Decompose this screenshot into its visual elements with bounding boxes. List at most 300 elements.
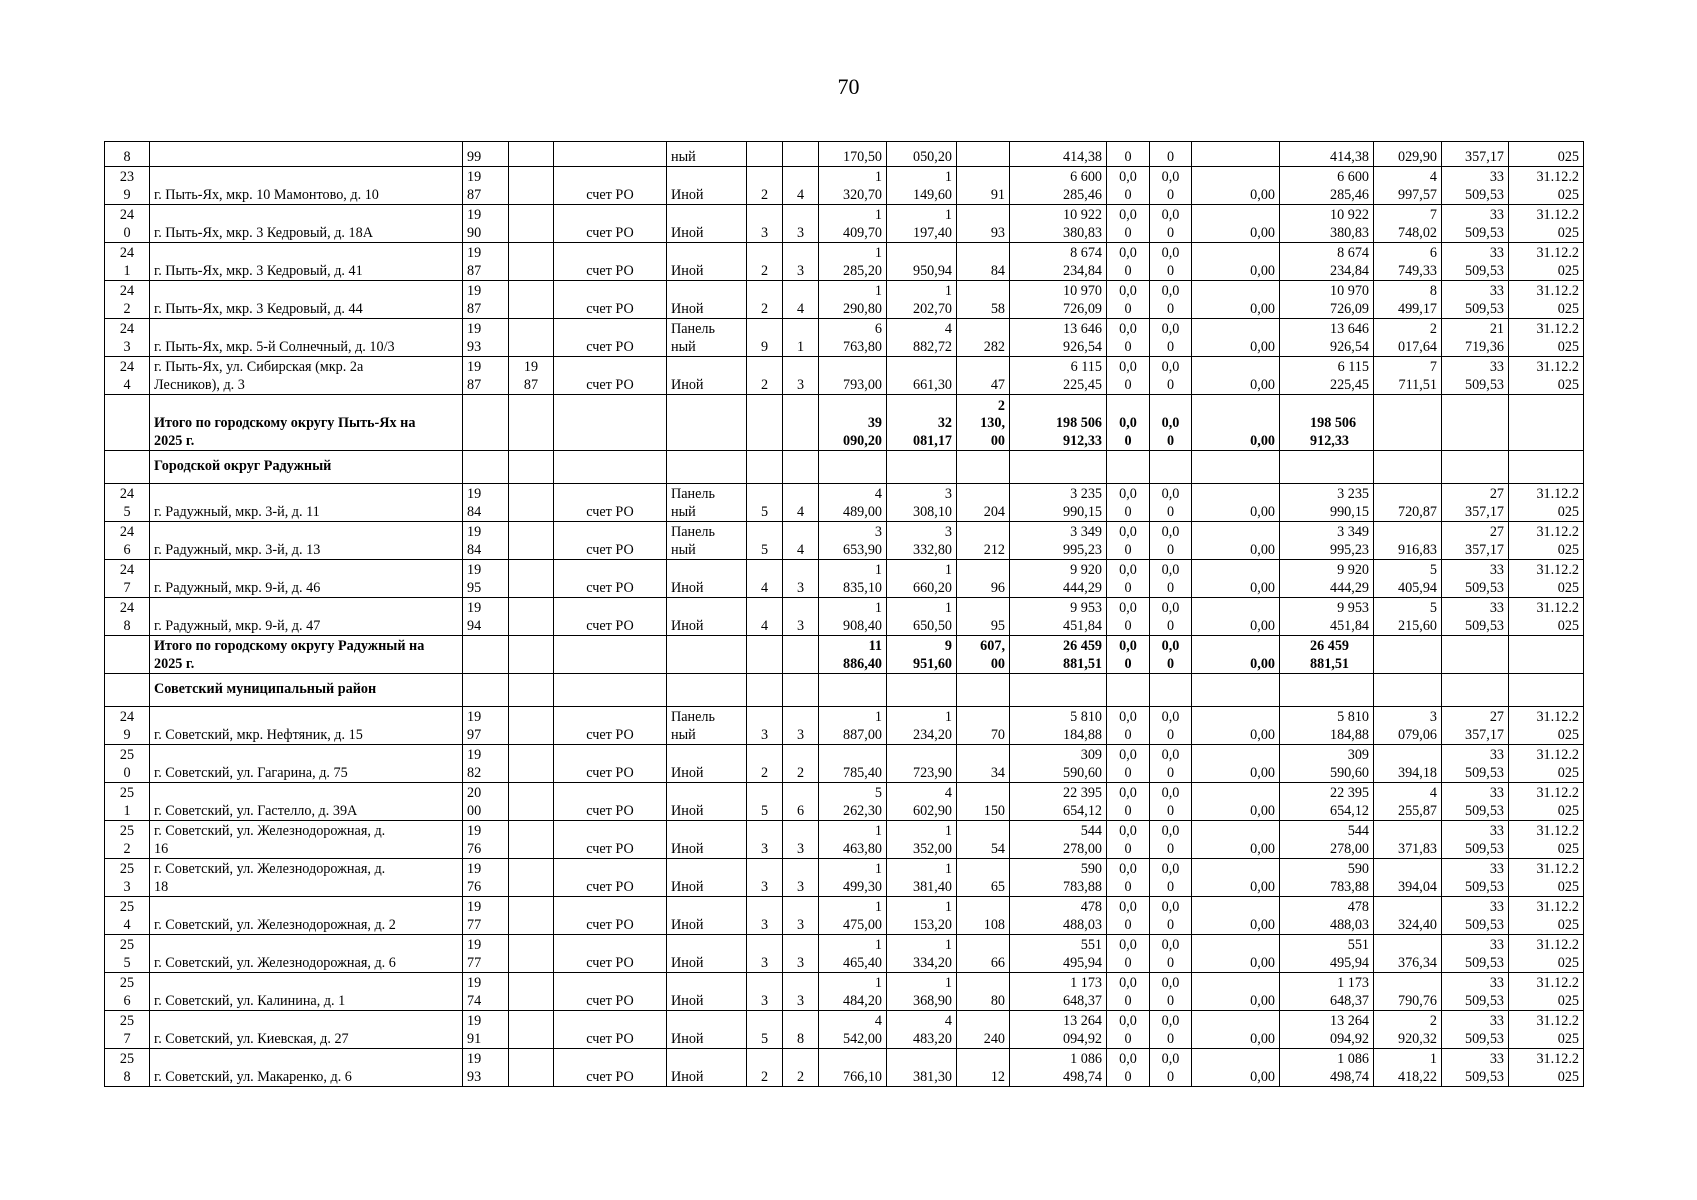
wall-material-cell: Иной: [667, 1011, 747, 1049]
deadline-cell: 31.12.2 025: [1509, 783, 1584, 821]
fund-owners-cell: 590 783,88: [1280, 859, 1374, 897]
table-row: [105, 205, 1584, 243]
fund-method-cell: счет РО: [554, 598, 667, 636]
year-cell: 20 00: [463, 783, 509, 821]
entrances-cell: 3: [783, 973, 819, 1011]
entrances-cell: 3: [783, 859, 819, 897]
wall-material-cell: Панель ный: [667, 484, 747, 522]
year-cell: [463, 636, 509, 674]
address-cell: г. Пыть-Ях, мкр. 3 Кедровый, д. 44: [150, 281, 463, 319]
table-row: [105, 243, 1584, 281]
fund-local-cell: 0,00: [1192, 973, 1280, 1011]
year-cell: 99: [463, 142, 509, 167]
max-unit-cost-cell: 33 509,53: [1442, 783, 1509, 821]
fund-owners-cell: 414,38: [1280, 142, 1374, 167]
fund-local-cell: 0,00: [1192, 636, 1280, 674]
cost-total-cell: [1010, 451, 1107, 484]
area-living-cell: 3 332,80: [887, 522, 957, 560]
wall-material-cell: Панель ный: [667, 707, 747, 745]
fund-regional-cell: 0,0 0: [1150, 859, 1192, 897]
row-number: 25 1: [105, 783, 150, 821]
row-number: 24 6: [105, 522, 150, 560]
wall-material-cell: Иной: [667, 243, 747, 281]
cost-total-cell: 3 349 995,23: [1010, 522, 1107, 560]
table-row: [105, 1011, 1584, 1049]
fund-federal-cell: 0,0 0: [1107, 484, 1150, 522]
residents-cell: 95: [957, 598, 1010, 636]
fund-federal-cell: 0,0 0: [1107, 935, 1150, 973]
row-number: 8: [105, 142, 150, 167]
fund-method-cell: [554, 674, 667, 707]
fund-local-cell: [1192, 674, 1280, 707]
year-alt-cell: [509, 1049, 554, 1087]
area-total-cell: 1 465,40: [819, 935, 887, 973]
floors-cell: 3: [747, 935, 783, 973]
area-living-cell: 3 308,10: [887, 484, 957, 522]
fund-method-cell: счет РО: [554, 522, 667, 560]
entrances-cell: [783, 636, 819, 674]
fund-regional-cell: 0,0 0: [1150, 319, 1192, 357]
year-cell: 19 94: [463, 598, 509, 636]
address-cell: г. Радужный, мкр. 3-й, д. 13: [150, 522, 463, 560]
fund-federal-cell: 0,0 0: [1107, 707, 1150, 745]
residents-cell: 2 130, 00: [957, 395, 1010, 451]
wall-material-cell: Иной: [667, 821, 747, 859]
deadline-cell: [1509, 395, 1584, 451]
fund-owners-cell: 198 506 912,33: [1280, 395, 1374, 451]
wall-material-cell: Иной: [667, 560, 747, 598]
fund-federal-cell: 0,0 0: [1107, 821, 1150, 859]
fund-method-cell: счет РО: [554, 745, 667, 783]
year-cell: 19 95: [463, 560, 509, 598]
wall-material-cell: Иной: [667, 598, 747, 636]
deadline-cell: 025: [1509, 142, 1584, 167]
unit-cost-cell: 376,34: [1374, 935, 1442, 973]
fund-local-cell: 0,00: [1192, 357, 1280, 395]
wall-material-cell: ный: [667, 142, 747, 167]
unit-cost-cell: [1374, 395, 1442, 451]
unit-cost-cell: 7 748,02: [1374, 205, 1442, 243]
area-total-cell: 793,00: [819, 357, 887, 395]
row-number: 25 3: [105, 859, 150, 897]
deadline-cell: 31.12.2 025: [1509, 897, 1584, 935]
fund-regional-cell: 0,0 0: [1150, 357, 1192, 395]
max-unit-cost-cell: 21 719,36: [1442, 319, 1509, 357]
subtotal-label: Итого по городскому округу Радужный на 2025 г.: [150, 636, 463, 674]
fund-federal-cell: 0,0 0: [1107, 1011, 1150, 1049]
address-cell: г. Советский, ул. Гагарина, д. 75: [150, 745, 463, 783]
cost-total-cell: 8 674 234,84: [1010, 243, 1107, 281]
deadline-cell: 31.12.2 025: [1509, 243, 1584, 281]
table-row: [105, 821, 1584, 859]
address-cell: г. Советский, ул. Железнодорожная, д. 2: [150, 897, 463, 935]
fund-method-cell: счет РО: [554, 243, 667, 281]
cost-total-cell: 26 459 881,51: [1010, 636, 1107, 674]
table-row: [105, 598, 1584, 636]
fund-federal-cell: 0,0 0: [1107, 783, 1150, 821]
fund-regional-cell: 0,0 0: [1150, 484, 1192, 522]
wall-material-cell: Иной: [667, 973, 747, 1011]
cost-total-cell: 6 600 285,46: [1010, 167, 1107, 205]
fund-regional-cell: 0,0 0: [1150, 205, 1192, 243]
residents-cell: 80: [957, 973, 1010, 1011]
floors-cell: 3: [747, 897, 783, 935]
deadline-cell: [1509, 674, 1584, 707]
floors-cell: 2: [747, 357, 783, 395]
year-alt-cell: [509, 1011, 554, 1049]
area-total-cell: 170,50: [819, 142, 887, 167]
wall-material-cell: [667, 395, 747, 451]
area-living-cell: 4 602,90: [887, 783, 957, 821]
area-living-cell: 1 149,60: [887, 167, 957, 205]
residents-cell: 212: [957, 522, 1010, 560]
fund-regional-cell: 0,0 0: [1150, 1049, 1192, 1087]
table-body: [105, 142, 1584, 1087]
entrances-cell: [783, 395, 819, 451]
row-number: 24 1: [105, 243, 150, 281]
section-title: Городской округ Радужный: [150, 451, 463, 484]
area-total-cell: 4 489,00: [819, 484, 887, 522]
year-alt-cell: [509, 451, 554, 484]
fund-federal-cell: 0,0 0: [1107, 205, 1150, 243]
year-cell: [463, 395, 509, 451]
cost-total-cell: 590 783,88: [1010, 859, 1107, 897]
cost-total-cell: 414,38: [1010, 142, 1107, 167]
table-row: [105, 707, 1584, 745]
area-total-cell: 1 463,80: [819, 821, 887, 859]
year-alt-cell: [509, 395, 554, 451]
fund-owners-cell: 5 810 184,88: [1280, 707, 1374, 745]
fund-owners-cell: [1280, 674, 1374, 707]
residents-cell: 93: [957, 205, 1010, 243]
wall-material-cell: Иной: [667, 859, 747, 897]
residents-cell: 12: [957, 1049, 1010, 1087]
fund-method-cell: счет РО: [554, 1011, 667, 1049]
unit-cost-cell: 2 920,32: [1374, 1011, 1442, 1049]
entrances-cell: [783, 142, 819, 167]
table-row: [105, 783, 1584, 821]
area-total-cell: 785,40: [819, 745, 887, 783]
deadline-cell: 31.12.2 025: [1509, 745, 1584, 783]
fund-local-cell: [1192, 451, 1280, 484]
fund-owners-cell: 22 395 654,12: [1280, 783, 1374, 821]
cost-total-cell: 9 953 451,84: [1010, 598, 1107, 636]
fund-federal-cell: 0,0 0: [1107, 973, 1150, 1011]
cost-total-cell: 551 495,94: [1010, 935, 1107, 973]
row-number: 24 9: [105, 707, 150, 745]
area-living-cell: 1 650,50: [887, 598, 957, 636]
row-number: 25 8: [105, 1049, 150, 1087]
deadline-cell: 31.12.2 025: [1509, 859, 1584, 897]
fund-regional-cell: 0,0 0: [1150, 1011, 1192, 1049]
address-cell: г. Пыть-Ях, мкр. 5-й Солнечный, д. 10/3: [150, 319, 463, 357]
fund-regional-cell: [1150, 674, 1192, 707]
area-living-cell: [887, 451, 957, 484]
fund-method-cell: счет РО: [554, 1049, 667, 1087]
area-total-cell: 1 835,10: [819, 560, 887, 598]
area-total-cell: 3 653,90: [819, 522, 887, 560]
row-number: [105, 636, 150, 674]
cost-total-cell: 6 115 225,45: [1010, 357, 1107, 395]
fund-regional-cell: 0,0 0: [1150, 636, 1192, 674]
address-cell: г. Пыть-Ях, ул. Сибирская (мкр. 2а Лесников), д. 3: [150, 357, 463, 395]
year-alt-cell: [509, 783, 554, 821]
deadline-cell: 31.12.2 025: [1509, 522, 1584, 560]
area-living-cell: 950,94: [887, 243, 957, 281]
residents-cell: 204: [957, 484, 1010, 522]
fund-regional-cell: 0,0 0: [1150, 598, 1192, 636]
fund-owners-cell: 13 646 926,54: [1280, 319, 1374, 357]
fund-federal-cell: 0,0 0: [1107, 357, 1150, 395]
fund-local-cell: 0,00: [1192, 745, 1280, 783]
fund-regional-cell: 0: [1150, 142, 1192, 167]
fund-owners-cell: 478 488,03: [1280, 897, 1374, 935]
fund-federal-cell: 0,0 0: [1107, 636, 1150, 674]
entrances-cell: 6: [783, 783, 819, 821]
floors-cell: 3: [747, 821, 783, 859]
year-cell: 19 87: [463, 281, 509, 319]
fund-regional-cell: 0,0 0: [1150, 707, 1192, 745]
address-cell: г. Радужный, мкр. 3-й, д. 11: [150, 484, 463, 522]
year-alt-cell: [509, 281, 554, 319]
deadline-cell: 31.12.2 025: [1509, 821, 1584, 859]
unit-cost-cell: 5 215,60: [1374, 598, 1442, 636]
area-total-cell: 766,10: [819, 1049, 887, 1087]
year-alt-cell: [509, 821, 554, 859]
unit-cost-cell: [1374, 451, 1442, 484]
section-header-row: [105, 674, 1584, 707]
area-total-cell: 1 887,00: [819, 707, 887, 745]
unit-cost-cell: 4 997,57: [1374, 167, 1442, 205]
residents-cell: 150: [957, 783, 1010, 821]
fund-local-cell: 0,00: [1192, 484, 1280, 522]
address-cell: г. Советский, ул. Железнодорожная, д. 6: [150, 935, 463, 973]
fund-method-cell: счет РО: [554, 935, 667, 973]
max-unit-cost-cell: 33 509,53: [1442, 167, 1509, 205]
max-unit-cost-cell: 33 509,53: [1442, 821, 1509, 859]
entrances-cell: 4: [783, 522, 819, 560]
wall-material-cell: Иной: [667, 1049, 747, 1087]
cost-total-cell: 22 395 654,12: [1010, 783, 1107, 821]
entrances-cell: 4: [783, 281, 819, 319]
wall-material-cell: Иной: [667, 281, 747, 319]
row-number: [105, 395, 150, 451]
fund-local-cell: 0,00: [1192, 395, 1280, 451]
unit-cost-cell: 8 499,17: [1374, 281, 1442, 319]
entrances-cell: 3: [783, 357, 819, 395]
cost-total-cell: 10 922 380,83: [1010, 205, 1107, 243]
max-unit-cost-cell: 27 357,17: [1442, 522, 1509, 560]
year-alt-cell: [509, 745, 554, 783]
cost-total-cell: 10 970 726,09: [1010, 281, 1107, 319]
fund-federal-cell: 0,0 0: [1107, 243, 1150, 281]
year-alt-cell: [509, 142, 554, 167]
entrances-cell: 4: [783, 167, 819, 205]
max-unit-cost-cell: 33 509,53: [1442, 973, 1509, 1011]
max-unit-cost-cell: 33 509,53: [1442, 1049, 1509, 1087]
area-total-cell: 4 542,00: [819, 1011, 887, 1049]
floors-cell: 4: [747, 598, 783, 636]
fund-local-cell: 0,00: [1192, 281, 1280, 319]
subtotal-row: [105, 636, 1584, 674]
deadline-cell: 31.12.2 025: [1509, 167, 1584, 205]
fund-local-cell: 0,00: [1192, 821, 1280, 859]
address-cell: г. Советский, ул. Гастелло, д. 39А: [150, 783, 463, 821]
residents-cell: 34: [957, 745, 1010, 783]
fund-method-cell: счет РО: [554, 897, 667, 935]
address-cell: г. Советский, ул. Киевская, д. 27: [150, 1011, 463, 1049]
fund-regional-cell: 0,0 0: [1150, 522, 1192, 560]
deadline-cell: 31.12.2 025: [1509, 598, 1584, 636]
area-living-cell: 1 334,20: [887, 935, 957, 973]
fund-owners-cell: 3 349 995,23: [1280, 522, 1374, 560]
row-number: [105, 674, 150, 707]
area-total-cell: 5 262,30: [819, 783, 887, 821]
unit-cost-cell: 5 405,94: [1374, 560, 1442, 598]
year-alt-cell: [509, 243, 554, 281]
floors-cell: [747, 674, 783, 707]
address-cell: г. Пыть-Ях, мкр. 10 Мамонтово, д. 10: [150, 167, 463, 205]
year-cell: 19 87: [463, 167, 509, 205]
residents-cell: 58: [957, 281, 1010, 319]
unit-cost-cell: 371,83: [1374, 821, 1442, 859]
table-row: [105, 167, 1584, 205]
row-number: 23 9: [105, 167, 150, 205]
cost-total-cell: 1 086 498,74: [1010, 1049, 1107, 1087]
deadline-cell: 31.12.2 025: [1509, 973, 1584, 1011]
max-unit-cost-cell: 357,17: [1442, 142, 1509, 167]
table-row: [105, 560, 1584, 598]
year-cell: 19 87: [463, 243, 509, 281]
fund-owners-cell: 9 920 444,29: [1280, 560, 1374, 598]
wall-material-cell: Иной: [667, 935, 747, 973]
cost-total-cell: 478 488,03: [1010, 897, 1107, 935]
address-cell: г. Советский, ул. Железнодорожная, д. 16: [150, 821, 463, 859]
row-number: 24 7: [105, 560, 150, 598]
max-unit-cost-cell: 33 509,53: [1442, 935, 1509, 973]
fund-method-cell: счет РО: [554, 707, 667, 745]
floors-cell: 4: [747, 560, 783, 598]
wall-material-cell: [667, 636, 747, 674]
area-total-cell: 1 484,20: [819, 973, 887, 1011]
year-alt-cell: 19 87: [509, 357, 554, 395]
wall-material-cell: [667, 451, 747, 484]
fund-regional-cell: [1150, 451, 1192, 484]
area-living-cell: 050,20: [887, 142, 957, 167]
floors-cell: 2: [747, 167, 783, 205]
area-total-cell: 1 290,80: [819, 281, 887, 319]
year-cell: 19 76: [463, 859, 509, 897]
max-unit-cost-cell: 33 509,53: [1442, 560, 1509, 598]
max-unit-cost-cell: 27 357,17: [1442, 707, 1509, 745]
fund-owners-cell: 309 590,60: [1280, 745, 1374, 783]
area-living-cell: 381,30: [887, 1049, 957, 1087]
deadline-cell: 31.12.2 025: [1509, 1049, 1584, 1087]
cost-total-cell: [1010, 674, 1107, 707]
year-alt-cell: [509, 560, 554, 598]
fund-regional-cell: 0,0 0: [1150, 167, 1192, 205]
fund-federal-cell: 0,0 0: [1107, 395, 1150, 451]
max-unit-cost-cell: [1442, 395, 1509, 451]
unit-cost-cell: 4 255,87: [1374, 783, 1442, 821]
row-number: [105, 451, 150, 484]
wall-material-cell: Иной: [667, 897, 747, 935]
fund-federal-cell: 0,0 0: [1107, 1049, 1150, 1087]
floors-cell: 3: [747, 205, 783, 243]
area-total-cell: 39 090,20: [819, 395, 887, 451]
fund-regional-cell: 0,0 0: [1150, 973, 1192, 1011]
residents-cell: 84: [957, 243, 1010, 281]
fund-owners-cell: 10 970 726,09: [1280, 281, 1374, 319]
deadline-cell: 31.12.2 025: [1509, 357, 1584, 395]
cost-total-cell: 5 810 184,88: [1010, 707, 1107, 745]
fund-local-cell: 0,00: [1192, 897, 1280, 935]
wall-material-cell: Иной: [667, 357, 747, 395]
section-title: Советский муниципальный район: [150, 674, 463, 707]
year-alt-cell: [509, 167, 554, 205]
residents-cell: 47: [957, 357, 1010, 395]
floors-cell: 3: [747, 859, 783, 897]
year-cell: 19 93: [463, 319, 509, 357]
residents-cell: 607, 00: [957, 636, 1010, 674]
fund-local-cell: 0,00: [1192, 560, 1280, 598]
area-living-cell: 4 483,20: [887, 1011, 957, 1049]
deadline-cell: 31.12.2 025: [1509, 281, 1584, 319]
entrances-cell: 3: [783, 205, 819, 243]
table-row: [105, 281, 1584, 319]
area-living-cell: 1 234,20: [887, 707, 957, 745]
page-number: 70: [837, 74, 860, 99]
deadline-cell: 31.12.2 025: [1509, 1011, 1584, 1049]
max-unit-cost-cell: 33 509,53: [1442, 281, 1509, 319]
residents-cell: 54: [957, 821, 1010, 859]
area-living-cell: 9 951,60: [887, 636, 957, 674]
area-total-cell: 1 409,70: [819, 205, 887, 243]
table-row: [105, 522, 1584, 560]
fund-owners-cell: 551 495,94: [1280, 935, 1374, 973]
deadline-cell: 31.12.2 025: [1509, 205, 1584, 243]
address-cell: г. Пыть-Ях, мкр. 3 Кедровый, д. 18А: [150, 205, 463, 243]
entrances-cell: 3: [783, 560, 819, 598]
fund-federal-cell: 0,0 0: [1107, 745, 1150, 783]
residents-cell: [957, 674, 1010, 707]
fund-method-cell: счет РО: [554, 205, 667, 243]
area-living-cell: 1 660,20: [887, 560, 957, 598]
table-row: [105, 745, 1584, 783]
year-alt-cell: [509, 484, 554, 522]
entrances-cell: 3: [783, 935, 819, 973]
fund-method-cell: счет РО: [554, 973, 667, 1011]
cost-total-cell: 1 173 648,37: [1010, 973, 1107, 1011]
area-total-cell: [819, 451, 887, 484]
fund-method-cell: счет РО: [554, 319, 667, 357]
fund-local-cell: 0,00: [1192, 707, 1280, 745]
max-unit-cost-cell: 33 509,53: [1442, 357, 1509, 395]
floors-cell: [747, 142, 783, 167]
residents-cell: 96: [957, 560, 1010, 598]
max-unit-cost-cell: [1442, 674, 1509, 707]
entrances-cell: 3: [783, 821, 819, 859]
fund-regional-cell: 0,0 0: [1150, 821, 1192, 859]
entrances-cell: 4: [783, 484, 819, 522]
max-unit-cost-cell: 33 509,53: [1442, 897, 1509, 935]
entrances-cell: 3: [783, 598, 819, 636]
entrances-cell: [783, 674, 819, 707]
unit-cost-cell: 394,18: [1374, 745, 1442, 783]
year-cell: [463, 674, 509, 707]
unit-cost-cell: 394,04: [1374, 859, 1442, 897]
table-row: [105, 973, 1584, 1011]
